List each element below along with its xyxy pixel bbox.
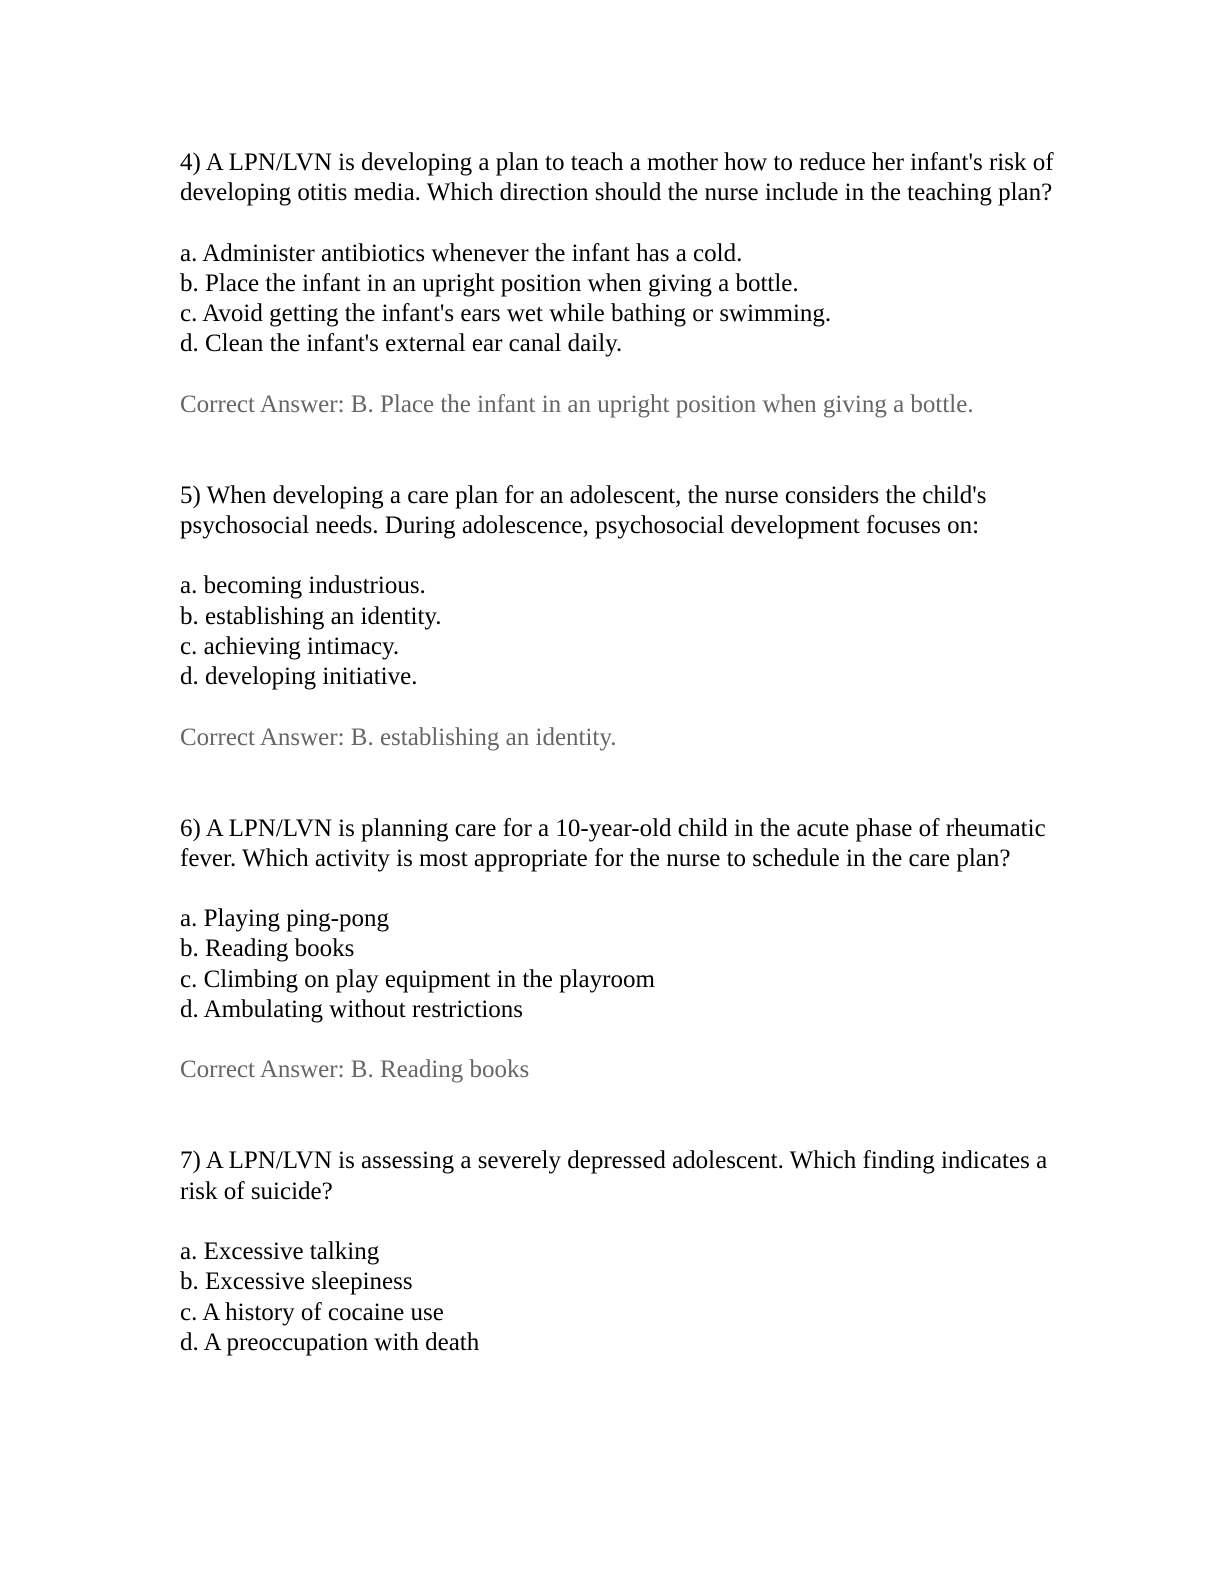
correct-answer: Correct Answer: B. establishing an identity. <box>180 723 617 751</box>
question-stem: 7) A LPN/LVN is assessing a severely depressed adolescent. Which finding indicates a risk of suicide? <box>180 1147 1048 1205</box>
option-b: b. establishing an identity. <box>180 602 442 630</box>
question-6 <box>180 814 1060 1086</box>
option-c: c. A history of cocaine use <box>180 1298 444 1326</box>
correct-answer: Correct Answer: B. Reading books <box>180 1056 530 1084</box>
question-stem: 4) A LPN/LVN is developing a plan to teach a mother how to reduce her infant's risk of developing otitis media. Which direction should the nurse include in the teaching plan? <box>180 149 1054 207</box>
option-b: b. Place the infant in an upright position when giving a bottle. <box>180 269 799 297</box>
option-b: b. Excessive sleepiness <box>180 1268 413 1296</box>
option-a: a. becoming industrious. <box>180 572 426 600</box>
option-d: d. developing initiative. <box>180 663 418 691</box>
option-c: c. achieving intimacy. <box>180 632 400 660</box>
answer-options <box>180 904 1060 1025</box>
option-a: a. Excessive talking <box>180 1237 380 1265</box>
question-5 <box>180 481 1060 753</box>
option-d: d. A preoccupation with death <box>180 1328 480 1356</box>
correct-answer: Correct Answer: B. Place the infant in an upright position when giving a bottle. <box>180 390 974 418</box>
question-stem: 6) A LPN/LVN is planning care for a 10-year-old child in the acute phase of rheumatic fever. Which activity is most appropriate for the nurse to schedule in the care plan? <box>180 814 1046 872</box>
question-4 <box>180 148 1060 420</box>
option-b: b. Reading books <box>180 935 355 963</box>
option-d: d. Clean the infant's external ear canal daily. <box>180 330 623 358</box>
option-a: a. Administer antibiotics whenever the infant has a cold. <box>180 239 743 267</box>
answer-options <box>180 1237 1060 1358</box>
question-stem: 5) When developing a care plan for an adolescent, the nurse considers the child's psychosocial needs. During adolescence, psychosocial development focuses on: <box>180 481 987 540</box>
question-7 <box>180 1146 1060 1358</box>
answer-options <box>180 239 1060 360</box>
option-a: a. Playing ping-pong <box>180 905 390 933</box>
option-c: c. Climbing on play equipment in the playroom <box>180 965 655 993</box>
option-d: d. Ambulating without restrictions <box>180 996 524 1024</box>
option-c: c. Avoid getting the infant's ears wet while bathing or swimming. <box>180 300 832 328</box>
answer-options <box>180 571 1060 692</box>
document-page <box>180 148 1060 1358</box>
